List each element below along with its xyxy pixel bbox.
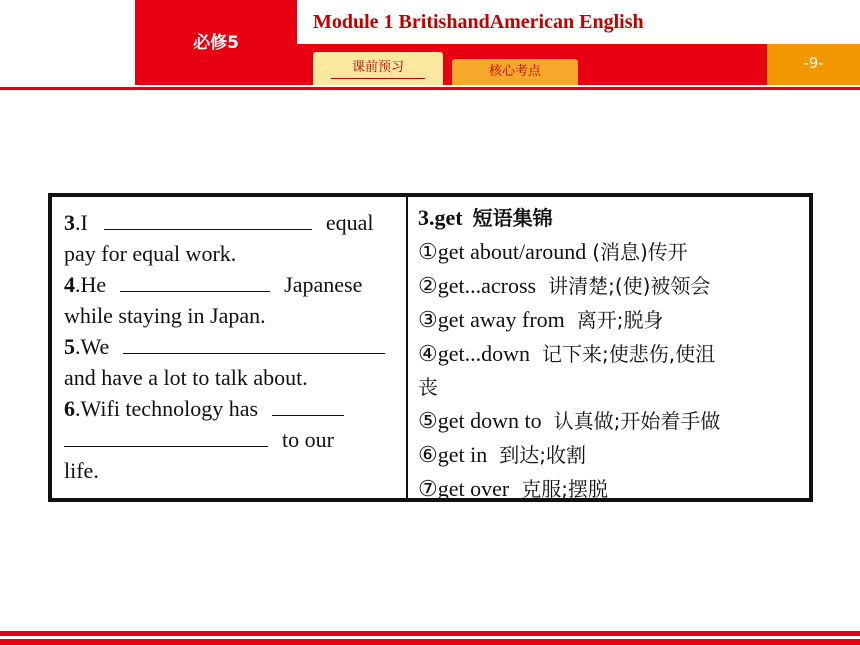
q6-number: 6	[64, 396, 75, 421]
q6-line2	[64, 424, 394, 455]
item-en: get down to	[437, 408, 542, 433]
q4-pre: .He	[75, 272, 107, 297]
q5-line1	[64, 331, 394, 362]
item-cn: 认真做;开始着手做	[553, 409, 721, 433]
tab-underline	[331, 78, 425, 79]
item-marker: ③	[418, 307, 438, 332]
q6-line3: life.	[64, 458, 99, 483]
course-badge: 必修5	[193, 33, 239, 53]
phrase-title-cn: 短语集锦	[472, 206, 553, 230]
tab-key-points-label: 核心考点	[488, 64, 541, 79]
q6-blank-b[interactable]	[64, 424, 268, 447]
module-title: Module 1 BritishandAmerican English	[313, 11, 644, 33]
item-cn: 克服;摆脱	[521, 477, 608, 501]
item-cn: 离开;脱身	[576, 308, 664, 332]
item-cn: 丧	[418, 375, 438, 399]
item-marker: ⑥	[418, 442, 438, 467]
phrase-item	[418, 337, 799, 371]
q4-number: 4	[64, 272, 75, 297]
tab-key-points[interactable]	[452, 59, 578, 85]
header-divider	[0, 87, 860, 90]
phrase-item	[418, 472, 799, 506]
item-en: get about/around	[437, 239, 587, 264]
q5-number: 5	[64, 334, 75, 359]
phrase-item	[418, 404, 799, 438]
phrase-item	[418, 303, 799, 337]
q5-blank[interactable]	[123, 331, 385, 354]
q6-line1	[64, 393, 394, 424]
q3-line2: pay for equal work.	[64, 241, 237, 266]
content-table	[48, 193, 813, 502]
item-marker: ⑤	[418, 408, 438, 433]
tab-preview-label: 课前预习	[351, 60, 404, 75]
footer-bar-lower	[0, 639, 860, 645]
q3-number: 3	[64, 210, 75, 235]
q6-post: to our	[282, 427, 334, 452]
exercise-column	[52, 197, 408, 498]
q3-pre: .I	[75, 210, 88, 235]
phrase-title	[418, 201, 799, 235]
q6-pre: .Wifi technology has	[75, 396, 259, 421]
q5-pre: .We	[75, 334, 110, 359]
q4-blank[interactable]	[120, 269, 270, 292]
item-en: get in	[437, 442, 488, 467]
item-cn: 到达;收割	[499, 443, 586, 467]
q6-blank-a[interactable]	[272, 393, 344, 416]
phrase-title-num: 3.get	[418, 205, 463, 230]
phrase-item	[418, 235, 799, 269]
tab-preview[interactable]	[313, 52, 443, 85]
q3-blank[interactable]	[104, 207, 312, 230]
q3-line1	[64, 207, 394, 238]
item-marker: ②	[418, 273, 438, 298]
phrase-item	[418, 438, 799, 472]
q4-post: Japanese	[284, 272, 363, 297]
item-cn: (消息)传开	[592, 240, 688, 264]
page-number: -9-	[767, 44, 860, 85]
q3-post: equal	[325, 210, 374, 235]
item-en: get...across	[437, 273, 537, 298]
item-en: get...down	[437, 341, 530, 366]
item-cn: 记下来;使悲伤,使沮	[542, 342, 716, 366]
item-cn: 讲清楚;(使)被领会	[548, 274, 711, 298]
phrase-column	[408, 197, 809, 501]
footer-bar	[0, 631, 860, 636]
item-en: get over	[437, 476, 510, 501]
q5-line2: and have a lot to talk about.	[64, 365, 308, 390]
item-marker: ⑦	[418, 476, 438, 501]
item-marker: ④	[418, 341, 438, 366]
phrase-item	[418, 269, 799, 303]
item-marker: ①	[418, 239, 438, 264]
q4-line1	[64, 269, 394, 300]
item-en: get away from	[437, 307, 565, 332]
phrase-item-cont	[418, 371, 799, 404]
q4-line2: while staying in Japan.	[64, 303, 266, 328]
